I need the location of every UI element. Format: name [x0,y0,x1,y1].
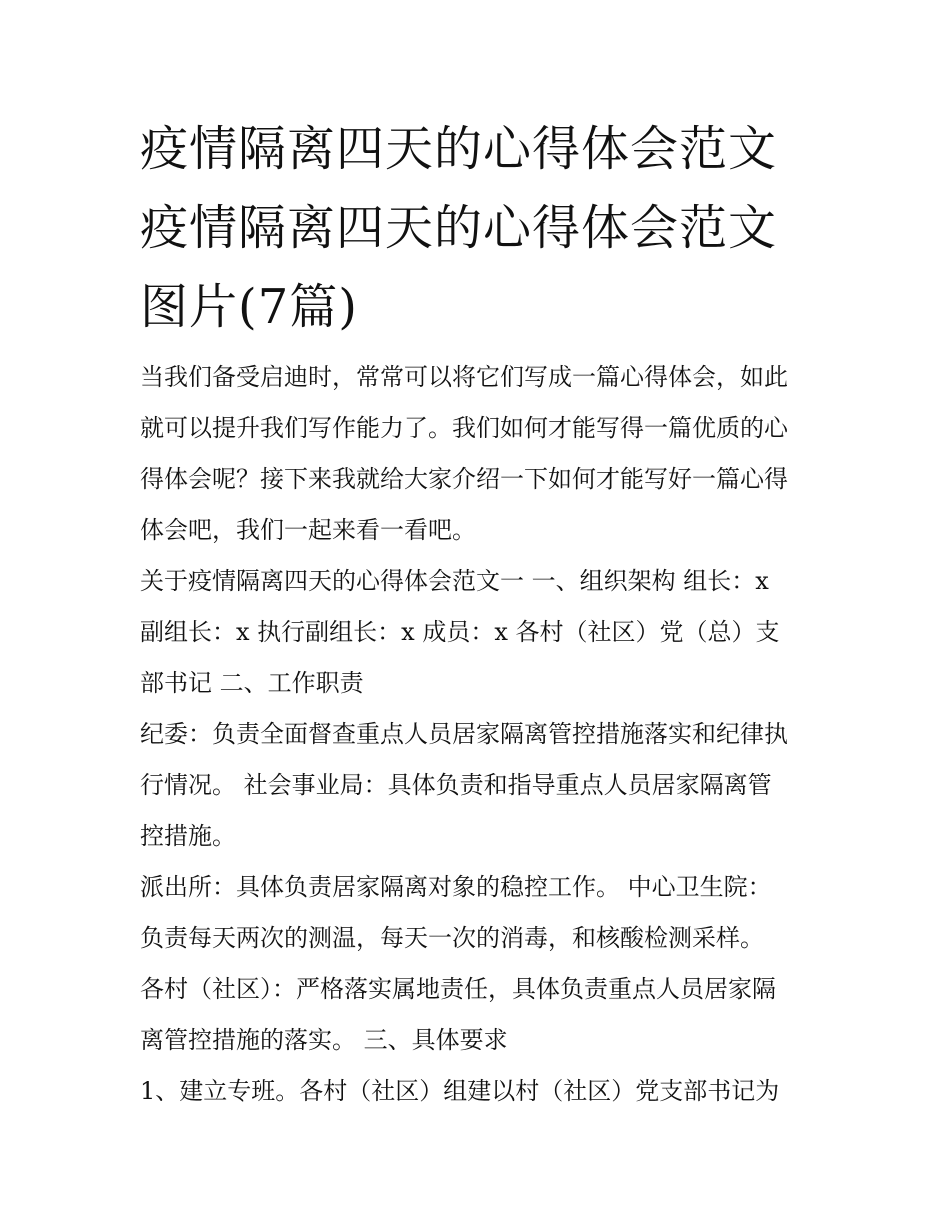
text-line: 副组长：x 执行副组长：x 成员：x 各村（社区）党（总）支 [140,618,780,646]
organization-paragraph [140,556,830,709]
text-line: 关于疫情隔离四天的心得体会范文一 一、组织架构 组长：x [140,567,769,595]
intro-paragraph [140,352,830,556]
text-line: 体会吧，我们一起来看一看吧。 [140,516,476,544]
title-line: 图片(7篇) [140,279,358,335]
text-line: 离管控措施的落实。 三、具体要求 [140,1026,508,1054]
text-line: 当我们备受启迪时，常常可以将它们写成一篇心得体会，如此 [140,363,788,391]
text-line: 就可以提升我们写作能力了。我们如何才能写得一篇优质的心 [140,414,788,442]
text-line: 1、建立专班。各村（社区）组建以村（社区）党支部书记为 [140,1077,780,1105]
text-line: 派出所：具体负责居家隔离对象的稳控工作。 中心卫生院： [140,873,772,901]
text-line: 负责每天两次的测温，每天一次的消毒，和核酸检测采样。 [140,924,764,952]
text-line: 行情况。 社会事业局：具体负责和指导重点人员居家隔离管 [140,771,772,799]
text-line: 纪委：负责全面督查重点人员居家隔离管控措施落实和纪律执 [140,720,788,748]
responsibilities-paragraph [140,862,830,1066]
document-title [140,110,820,347]
text-line: 部书记 二、工作职责 [140,669,364,697]
title-line: 疫情隔离四天的心得体会范文 [140,121,778,177]
text-line: 控措施。 [140,822,236,850]
requirements-paragraph [140,1066,830,1117]
title-line: 疫情隔离四天的心得体会范文 [140,200,778,256]
duties-paragraph [140,709,830,862]
text-line: 得体会呢？接下来我就给大家介绍一下如何才能写好一篇心得 [140,465,788,493]
document-body [140,352,830,1117]
text-line: 各村（社区）：严格落实属地责任，具体负责重点人员居家隔 [140,975,776,1003]
